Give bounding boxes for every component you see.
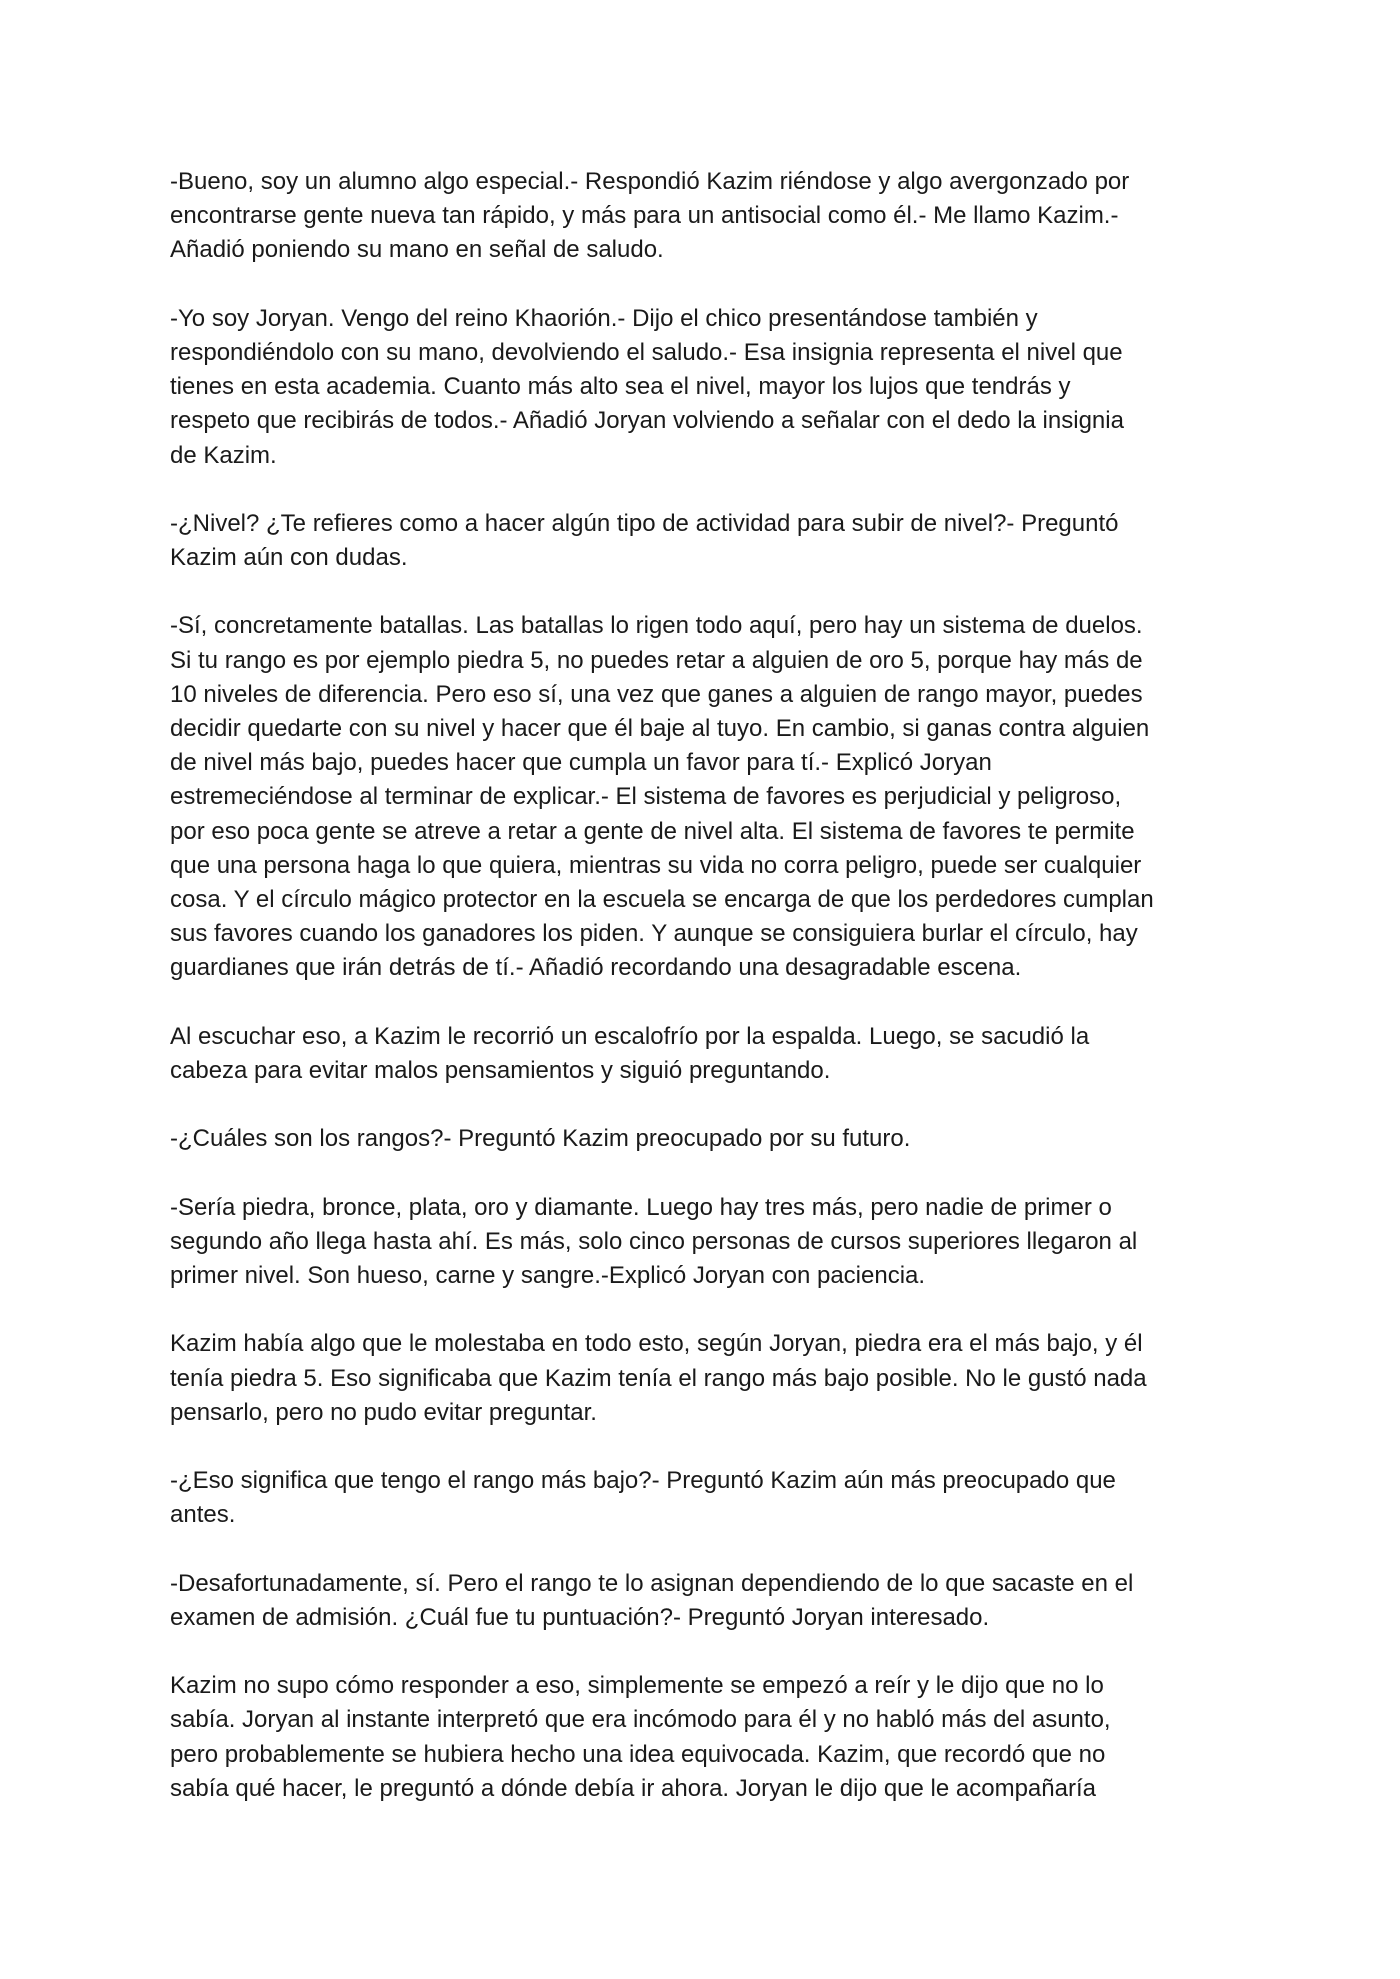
text-line: antes. bbox=[170, 1501, 236, 1529]
paragraph bbox=[170, 1464, 1240, 1532]
text-line: primer nivel. Son hueso, carne y sangre.-Explicó Joryan con paciencia. bbox=[170, 1262, 926, 1289]
text-line: sabía. Joryan al instante interpretó que era incómodo para él y no habló más del asunto, bbox=[170, 1706, 1111, 1734]
text-line: por eso poca gente se atreve a retar a gente de nivel alta. El sistema de favores te permite bbox=[170, 817, 1135, 845]
text-line: Kazim no supo cómo responder a eso, simplemente se empezó a reír y le dijo que no lo bbox=[170, 1672, 1104, 1700]
text-line: sus favores cuando los ganadores los piden. Y aunque se consiguiera burlar el círculo, hay bbox=[170, 920, 1138, 948]
text-line: -Sí, concretamente batallas. Las batallas lo rigen todo aquí, pero hay un sistema de duelos. bbox=[170, 612, 1143, 640]
paragraph bbox=[170, 1669, 1240, 1806]
text-line: 10 niveles de diferencia. Pero eso sí, una vez que ganes a alguien de rango mayor, puedes bbox=[170, 680, 1143, 708]
text-line: encontrarse gente nueva tan rápido, y más para un antisocial como él.- Me llamo Kazim.- bbox=[170, 202, 1119, 230]
paragraph bbox=[170, 165, 1240, 268]
paragraph bbox=[170, 1020, 1240, 1088]
text-line: pero probablemente se hubiera hecho una idea equivocada. Kazim, que recordó que no bbox=[170, 1740, 1106, 1768]
text-line: -¿Nivel? ¿Te refieres como a hacer algún tipo de actividad para subir de nivel?- Preguntó bbox=[170, 509, 1119, 537]
paragraph bbox=[170, 609, 1240, 985]
text-line: segundo año llega hasta ahí. Es más, solo cinco personas de cursos superiores llegaron al bbox=[170, 1227, 1138, 1255]
text-line: pensarlo, pero no pudo evitar preguntar. bbox=[170, 1398, 597, 1426]
text-line: respondiéndolo con su mano, devolviendo el saludo.- Esa insignia representa el nivel que bbox=[170, 338, 1123, 366]
document-body bbox=[170, 165, 1240, 1840]
text-line: Kazim había algo que le molestaba en todo esto, según Joryan, piedra era el más bajo, y él bbox=[170, 1330, 1143, 1358]
paragraph bbox=[170, 1191, 1240, 1294]
paragraph bbox=[170, 1567, 1240, 1635]
text-line: -¿Cuáles son los rangos?- Preguntó Kazim preocupado por su futuro. bbox=[170, 1125, 911, 1153]
text-line: cabeza para evitar malos pensamientos y siguió preguntando. bbox=[170, 1056, 831, 1084]
text-line: Al escuchar eso, a Kazim le recorrió un escalofrío por la espalda. Luego, se sacudió la bbox=[170, 1022, 1090, 1050]
text-line: que una persona haga lo que quiera, mientras su vida no corra peligro, puede ser cualquier bbox=[170, 851, 1142, 879]
paragraph bbox=[170, 1122, 1240, 1156]
paragraph bbox=[170, 302, 1240, 473]
text-line: -¿Eso significa que tengo el rango más bajo?- Preguntó Kazim aún más preocupado que bbox=[170, 1467, 1116, 1495]
text-line: de nivel más bajo, puedes hacer que cumpla un favor para tí.- Explicó Joryan bbox=[170, 749, 992, 777]
text-line: examen de admisión. ¿Cuál fue tu puntuación?- Preguntó Joryan interesado. bbox=[170, 1603, 990, 1631]
text-line: Si tu rango es por ejemplo piedra 5, no puedes retar a alguien de oro 5, porque hay más de bbox=[170, 646, 1143, 674]
text-line: de Kazim. bbox=[170, 441, 277, 469]
text-line: cosa. Y el círculo mágico protector en la escuela se encarga de que los perdedores cumplan bbox=[170, 885, 1154, 913]
text-line: -Desafortunadamente, sí. Pero el rango te lo asignan dependiendo de lo que sacaste en el bbox=[170, 1569, 1134, 1597]
text-line: -Bueno, soy un alumno algo especial.- Respondió Kazim riéndose y algo avergonzado por bbox=[170, 168, 1130, 195]
text-line: tienes en esta academia. Cuanto más alto sea el nivel, mayor los lujos que tendrás y bbox=[170, 373, 1071, 401]
text-line: sabía qué hacer, le preguntó a dónde debía ir ahora. Joryan le dijo que le acompañaría bbox=[170, 1774, 1096, 1802]
text-line: -Yo soy Joryan. Vengo del reino Khaorión.- Dijo el chico presentándose también y bbox=[170, 304, 1038, 332]
text-line: -Sería piedra, bronce, plata, oro y diamante. Luego hay tres más, pero nadie de primer o bbox=[170, 1193, 1112, 1221]
paragraph bbox=[170, 507, 1240, 575]
text-line: tenía piedra 5. Eso significaba que Kazim tenía el rango más bajo posible. No le gustó nada bbox=[170, 1364, 1147, 1392]
text-line: decidir quedarte con su nivel y hacer que él baje al tuyo. En cambio, si ganas contra alguien bbox=[170, 715, 1150, 742]
text-line: guardianes que irán detrás de tí.- Añadió recordando una desagradable escena. bbox=[170, 954, 1022, 982]
text-line: respeto que recibirás de todos.- Añadió Joryan volviendo a señalar con el dedo la insignia bbox=[170, 407, 1124, 435]
text-line: Añadió poniendo su mano en señal de saludo. bbox=[170, 236, 664, 264]
text-line: Kazim aún con dudas. bbox=[170, 544, 408, 572]
paragraph bbox=[170, 1327, 1240, 1430]
text-line: estremeciéndose al terminar de explicar.- El sistema de favores es perjudicial y peligroso, bbox=[170, 783, 1122, 811]
